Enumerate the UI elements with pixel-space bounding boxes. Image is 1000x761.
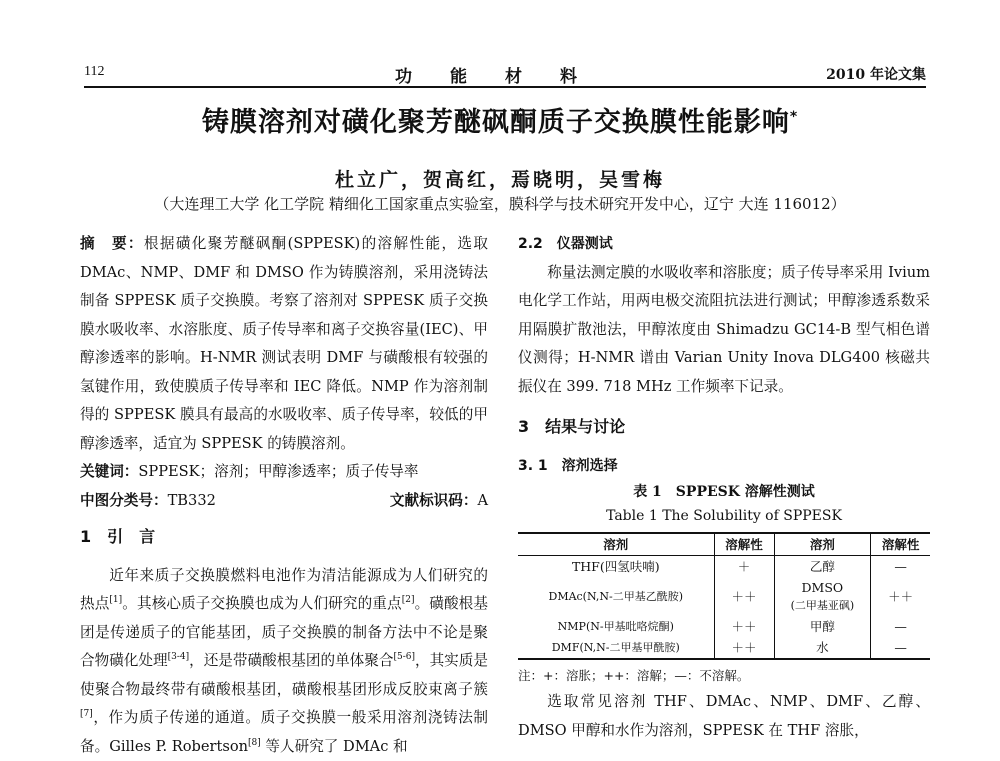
table-cell: 水 — [774, 637, 871, 659]
table-row — [518, 616, 930, 637]
keywords-label: 关键词： — [80, 463, 138, 480]
abstract-text: 根据磺化聚芳醚砜酮(SPPESK)的溶解性能，选取 DMAc、NMP、DMF 和 DMSO 作为铸膜溶剂，采用浇铸法制备 SPPESK 质子交换膜。考察了溶剂对 SPPESK 质子交换膜水吸收率、水溶胀度、质子传导率和离子交换容量(IEC)、甲醇渗透率的影响。H-NMR 测试表明 DMF 与磺酸根有较强的氢键作用，致使膜质子传导率和 IEC 降低。NMP 作为溶剂制得的 SPPESK 膜具有最高的水吸收率、质子传导率，较低的甲醇渗透率，适宜为 SPPESK 的铸膜溶剂。 — [80, 235, 488, 452]
solubility-table — [518, 532, 930, 660]
paper-title — [0, 100, 1000, 139]
table-header: 溶解性 — [871, 533, 930, 556]
clc-label: 中图分类号： — [80, 492, 168, 509]
section-3-heading: 3 结果与讨论 — [518, 413, 930, 442]
section-3-1-heading: 3. 1 溶剂选择 — [518, 452, 930, 481]
table-note: 注：+：溶胀；++：溶解；—：不溶解。 — [518, 664, 930, 688]
title-footnote-mark: * — [790, 109, 798, 125]
left-column — [80, 230, 488, 761]
intro-heading: 1 引 言 — [80, 523, 488, 552]
affiliation: （大连理工大学 化工学院 精细化工国家重点实验室，膜科学与技术研究开发中心，辽宁 大连 116012） — [0, 193, 1000, 214]
table-cell: DMSO (二甲基亚砜) — [774, 577, 871, 616]
intro-paragraph: 近年来质子交换膜燃料电池作为清洁能源成为人们研究的热点[1]。其核心质子交换膜也成为人们研究的重点[2]。磺酸根基团是传递质子的官能基团，质子交换膜的制备方法中不论是聚合物磺化处理[3-4]，还是带磺酸根基团的单体聚合[5-6]，其实质是使聚合物最终带有磺酸根基团，磺酸根基团形成反胶束离子簇[7]，作为质子传递的通道。质子交换膜一般采用溶剂浇铸法制备。Gilles P. Robertson[8] 等人研究了 DMAc 和 — [80, 562, 488, 761]
table-row — [518, 637, 930, 659]
classification-row — [80, 487, 488, 516]
abstract — [80, 230, 488, 458]
table-cell: ＋＋ — [714, 637, 774, 659]
citation: [3-4] — [168, 652, 190, 662]
table-header: 溶剂 — [518, 533, 714, 556]
keywords — [80, 458, 488, 487]
authors: 杜立广，贺高红，焉晓明，吴雪梅 — [0, 165, 1000, 192]
table-cell: THF(四氢呋喃) — [518, 556, 714, 578]
citation: [7] — [80, 709, 93, 719]
table-caption-en: Table 1 The Solubility of SPPESK — [518, 504, 930, 528]
table-cell: ＋＋ — [871, 577, 930, 616]
table-caption-cn: 表 1 SPPESK 溶解性测试 — [518, 480, 930, 504]
citation: [2] — [402, 595, 415, 605]
table-cell: 甲醇 — [774, 616, 871, 637]
table-cell: — — [871, 556, 930, 578]
table-cell: NMP(N-甲基吡咯烷酮) — [518, 616, 714, 637]
citation: [1] — [109, 595, 122, 605]
section-2-2-heading: 2.2 仪器测试 — [518, 230, 930, 259]
table-row — [518, 556, 930, 578]
table-cell: ＋ — [714, 556, 774, 578]
table-cell: ＋＋ — [714, 577, 774, 616]
page-number: 112 — [84, 64, 104, 80]
running-header — [84, 62, 926, 88]
solvent-selection-text: 选取常见溶剂 THF、DMAc、NMP、DMF、乙醇、DMSO 甲醇和水作为溶剂，SPPESK 在 THF 溶胀， — [518, 688, 930, 745]
doc-code-label: 文献标识码： — [390, 492, 478, 509]
clc-value: TB332 — [168, 492, 216, 509]
abstract-label: 摘 要： — [80, 235, 144, 252]
table-header: 溶剂 — [774, 533, 871, 556]
table-cell: 乙醇 — [774, 556, 871, 578]
table-header-row — [518, 533, 930, 556]
table-cell: — — [871, 637, 930, 659]
table-header: 溶解性 — [714, 533, 774, 556]
doc-code-value: A — [477, 492, 488, 509]
table-cell: — — [871, 616, 930, 637]
right-column — [518, 230, 930, 745]
table-cell: ＋＋ — [714, 616, 774, 637]
table-cell: DMF(N,N-二甲基甲酰胺) — [518, 637, 714, 659]
section-2-2-text: 称量法测定膜的水吸收率和溶胀度；质子传导率采用 Ivium 电化学工作站，用两电极交流阻抗法进行测试；甲醇渗透系数采用隔膜扩散池法，甲醇浓度由 Shimadzu GC14-B 型气相色谱仪测得；H-NMR 谱由 Varian Unity Inova DLG400 核磁共振仪在 399. 718 MHz 工作频率下记录。 — [518, 259, 930, 402]
keywords-text: SPPESK；溶剂；甲醇渗透率；质子传导率 — [138, 463, 418, 480]
title-text: 铸膜溶剂对磺化聚芳醚砜酮质子交换膜性能影响 — [202, 107, 790, 138]
table-row — [518, 577, 930, 616]
citation: [8] — [248, 738, 261, 748]
journal-name: 功能材料 — [84, 62, 926, 87]
table-cell: DMAc(N,N-二甲基乙酰胺) — [518, 577, 714, 616]
year-label: 2010 年论文集 — [826, 64, 926, 84]
citation: [5-6] — [393, 652, 415, 662]
